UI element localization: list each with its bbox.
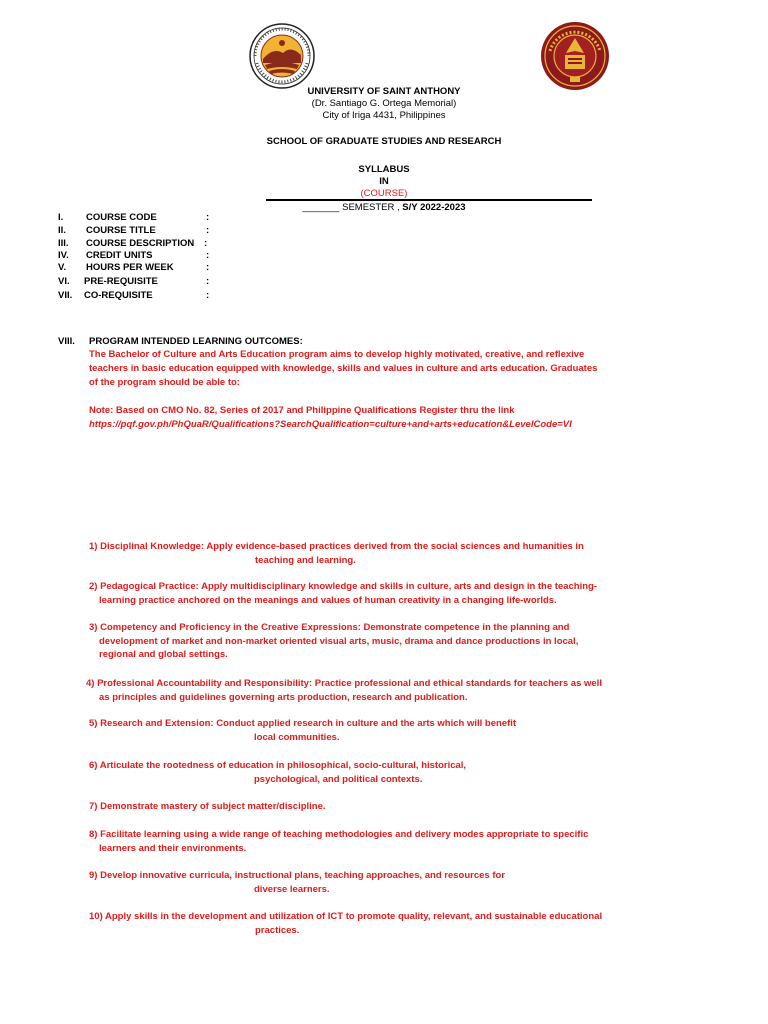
outcome-line: local communities.	[254, 731, 340, 743]
co-requisite-label: CO-REQUISITE	[84, 290, 153, 301]
roman-numeral: VII.	[58, 290, 73, 301]
colon: :	[206, 262, 210, 273]
outcome-2	[89, 580, 597, 607]
outcome-line: as principles and guidelines governing arts production, research and publication.	[99, 691, 468, 703]
roman-numeral: I.	[58, 212, 64, 223]
pilo-intro-line-3: of the program should be able to:	[89, 377, 240, 388]
pilo-intro-line-2: teachers in basic education equipped with knowledge, skills and values in culture and arts education. Graduates	[89, 363, 598, 374]
colon: :	[206, 250, 210, 261]
colon: :	[206, 225, 210, 236]
memorial-line: (Dr. Santiago G. Ortega Memorial)	[311, 98, 457, 109]
outcome-9	[89, 869, 505, 896]
semester-blank: _______	[302, 202, 340, 213]
course-placeholder: (COURSE)	[360, 188, 408, 199]
colon: :	[206, 276, 210, 287]
pilo-title: PROGRAM INTENDED LEARNING OUTCOMES:	[89, 336, 303, 347]
course-code-label: COURSE CODE	[86, 212, 157, 223]
hours-per-week-label: HOURS PER WEEK	[86, 262, 174, 273]
outcome-line: regional and global settings.	[99, 649, 228, 660]
roman-numeral: VI.	[58, 276, 70, 287]
roman-numeral: II.	[58, 225, 66, 236]
outcome-line: teaching and learning.	[255, 554, 356, 566]
course-title-label: COURSE TITLE	[86, 225, 156, 236]
outcome-4	[86, 677, 602, 704]
credit-units-label: CREDIT UNITS	[86, 250, 153, 261]
outcome-line: learners and their environments.	[99, 842, 247, 854]
outcome-line: 1) Disciplinal Knowledge: Apply evidence-based practices derived from the social sciences and humanities in	[89, 541, 584, 552]
outcome-3	[89, 621, 578, 662]
outcome-line: diverse learners.	[254, 883, 330, 895]
syllabus-in: IN	[379, 176, 389, 187]
outcome-line: 3) Competency and Proficiency in the Creative Expressions: Demonstrate competence in the planning and	[89, 622, 570, 633]
school-name: SCHOOL OF GRADUATE STUDIES AND RESEARCH	[266, 136, 502, 147]
outcome-line: 6) Articulate the rootedness of education in philosophical, socio-cultural, historical,	[89, 760, 467, 771]
pilo-intro-line-1: The Bachelor of Culture and Arts Education program aims to develop highly motivated, creative, and reflexive	[89, 349, 585, 360]
outcome-line: practices.	[255, 924, 300, 936]
colon: :	[204, 238, 208, 249]
outcome-line: 7) Demonstrate mastery of subject matter/discipline.	[89, 801, 326, 812]
roman-numeral: V.	[58, 262, 67, 273]
outcome-line: 5) Research and Extension: Conduct applied research in culture and the arts which will benefit	[89, 718, 517, 729]
outcome-line: 4) Professional Accountability and Responsibility: Practice professional and ethical standards for teachers as well	[86, 678, 602, 689]
colon: :	[206, 290, 210, 301]
outcome-10	[89, 910, 602, 937]
syllabus-title: SYLLABUS	[358, 164, 410, 175]
roman-numeral: III.	[58, 238, 69, 249]
outcome-line: learning practice anchored on the meanings and values of human creativity in a changing life-worlds.	[99, 594, 557, 606]
graduate-school-seal	[540, 21, 610, 91]
outcome-line: 9) Develop innovative curricula, instructional plans, teaching approaches, and resources for	[89, 870, 506, 881]
roman-numeral: VIII.	[58, 336, 75, 347]
city-line: City of Iriga 4431, Philippines	[322, 110, 446, 121]
outcome-line: development of market and non-market oriented visual arts, music, drama and dance productions in local,	[99, 635, 579, 647]
outcome-8	[89, 828, 588, 855]
outcome-line: 10) Apply skills in the development and utilization of ICT to promote quality, relevant, and sustainable educational	[89, 911, 603, 922]
semester-label: SEMESTER ,	[339, 202, 403, 213]
roman-numeral: IV.	[58, 250, 69, 261]
outcome-line: 2) Pedagogical Practice: Apply multidisciplinary knowledge and skills in culture, arts and design in the teaching-	[89, 581, 598, 592]
pre-requisite-label: PRE-REQUISITE	[84, 276, 158, 287]
school-year: S/Y 2022-2023	[402, 202, 466, 213]
outcome-line: 8) Facilitate learning using a wide range of teaching methodologies and delivery modes appropriate to specific	[89, 829, 589, 840]
colon: :	[206, 212, 210, 223]
outcome-6	[89, 759, 466, 786]
outcome-5	[89, 717, 516, 744]
university-logo	[249, 23, 315, 89]
outcome-1	[89, 540, 584, 567]
outcome-7	[89, 800, 326, 814]
pqf-link[interactable]: https://pqf.gov.ph/PhQuaR/Qualifications?SearchQualification=culture+and+arts+education&LevelCode=VI	[89, 419, 572, 430]
university-name: UNIVERSITY OF SAINT ANTHONY	[307, 86, 461, 97]
course-description-label: COURSE DESCRIPTION	[86, 238, 195, 249]
outcome-line: psychological, and political contexts.	[254, 773, 423, 785]
pilo-note: Note: Based on CMO No. 82, Series of 2017 and Philippine Qualifications Register thru the link	[89, 405, 515, 416]
